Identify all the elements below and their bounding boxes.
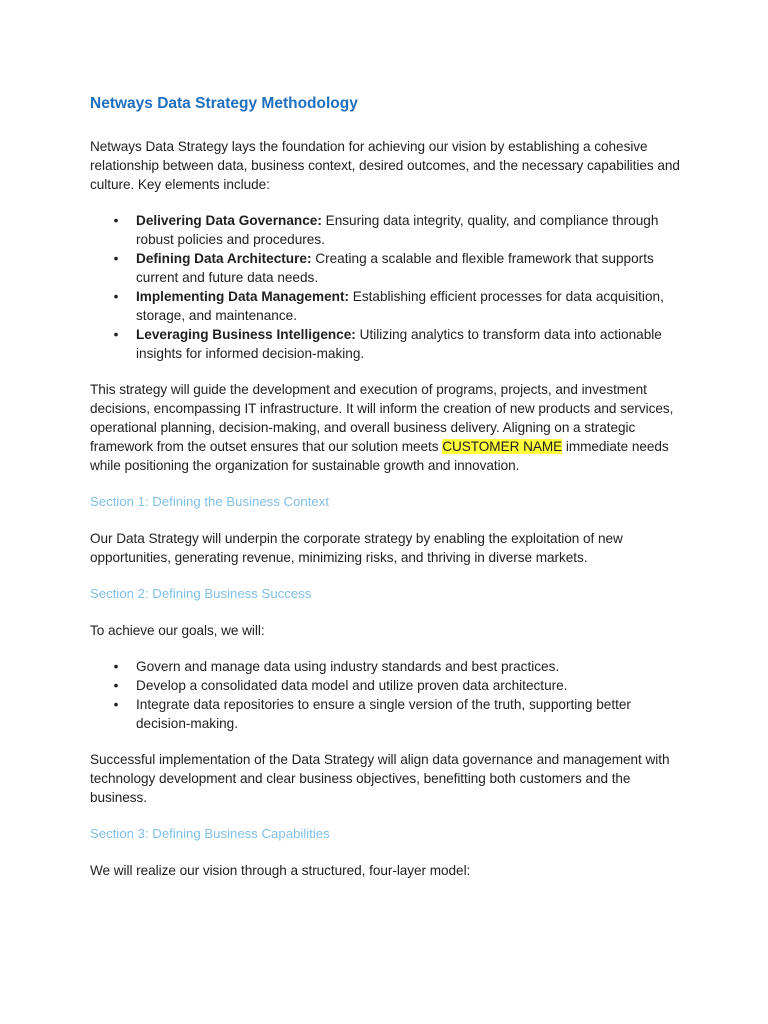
list-item-text: Integrate data repositories to ensure a single version of the truth, supporting better decision-making. (136, 697, 631, 731)
document-title: Netways Data Strategy Methodology (90, 95, 358, 112)
list-item (90, 657, 680, 676)
strategy-text-before: This strategy will guide the development and execution of programs, projects, and investment decisions, encompassing IT infrastructure. It will inform the creation of new products and services, operational planning, decision-making, and overall business delivery. Aligning on a strategic framework from the outset ensures that our solution meets (90, 382, 674, 454)
list-item (90, 695, 680, 733)
bullet-icon (111, 657, 121, 676)
list-item-term: Delivering Data Governance: (136, 213, 322, 228)
section-3-lead: We will realize our vision through a structured, four-layer model: (90, 863, 471, 878)
list-item-term: Implementing Data Management: (136, 289, 349, 304)
bullet-icon (111, 325, 121, 344)
list-item (90, 325, 680, 363)
list-item-text: Govern and manage data using industry standards and best practices. (136, 659, 560, 674)
bullet-icon (111, 287, 121, 306)
list-item-text: Ensuring data integrity, quality, and compliance through robust policies and procedures. (136, 213, 659, 247)
goals-list (90, 657, 680, 733)
bullet-icon (111, 211, 121, 230)
section-2-heading: Section 2: Defining Business Success (90, 586, 312, 601)
list-item-text: Utilizing analytics to transform data into actionable insights for informed decision-making. (136, 327, 662, 361)
list-item-term: Leveraging Business Intelligence: (136, 327, 356, 342)
document-page (90, 92, 680, 880)
list-item-text: Creating a scalable and flexible framework that supports current and future data needs. (136, 251, 654, 285)
section-2-lead: To achieve our goals, we will: (90, 623, 265, 638)
section-3-heading: Section 3: Defining Business Capabilities (90, 826, 330, 841)
list-item-text: Establishing efficient processes for data acquisition, storage, and maintenance. (136, 289, 664, 323)
bullet-icon (111, 695, 121, 714)
customer-name-highlight: CUSTOMER NAME (442, 439, 563, 454)
list-item-term: Defining Data Architecture: (136, 251, 312, 266)
list-item (90, 211, 680, 249)
bullet-icon (111, 249, 121, 268)
section-1-heading: Section 1: Defining the Business Context (90, 494, 329, 509)
strategy-paragraph (90, 380, 680, 475)
list-item (90, 676, 680, 695)
bullet-icon (111, 676, 121, 695)
strategy-text-after: immediate needs while positioning the organization for sustainable growth and innovation. (90, 439, 669, 473)
list-item (90, 249, 680, 287)
section-1-body: Our Data Strategy will underpin the corporate strategy by enabling the exploitation of new opportunities, generating revenue, minimizing risks, and thriving in diverse markets. (90, 531, 623, 565)
list-item-text: Develop a consolidated data model and utilize proven data architecture. (136, 678, 568, 693)
list-item (90, 287, 680, 325)
intro-paragraph: Netways Data Strategy lays the foundation for achieving our vision by establishing a cohesive relationship between data, business context, desired outcomes, and the necessary capabilities and culture. Key elements include: (90, 139, 680, 192)
key-elements-list (90, 211, 680, 363)
section-2-closing: Successful implementation of the Data Strategy will align data governance and management with technology development and clear business objectives, benefitting both customers and the business. (90, 752, 670, 805)
